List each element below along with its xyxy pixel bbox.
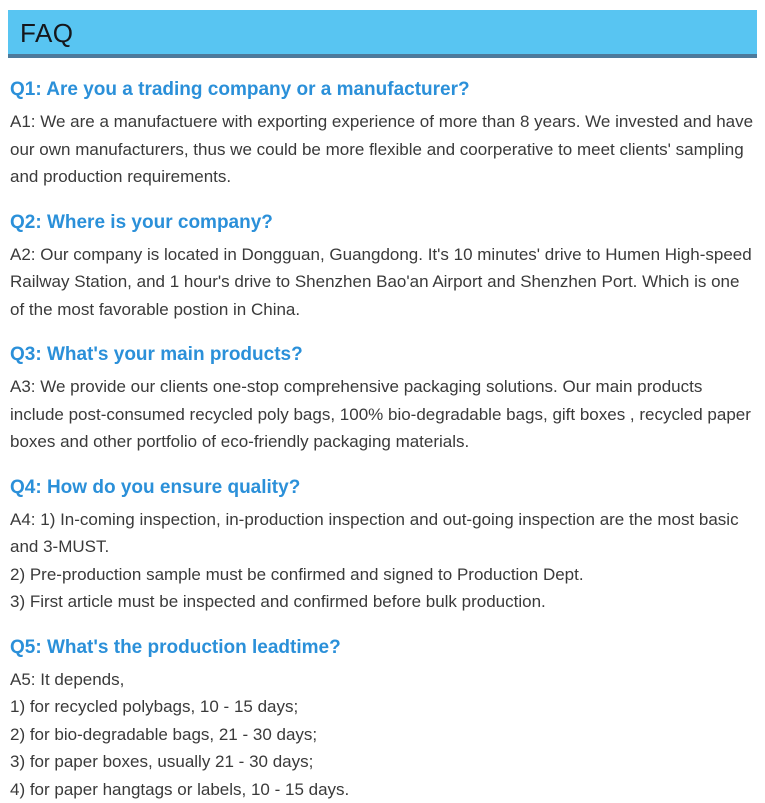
faq-answer [10, 666, 755, 803]
answer-line: 4) for paper hangtags or labels, 10 - 15 days. [10, 776, 755, 803]
faq-item-q4 [10, 477, 755, 616]
faq-question: Q3: What's your main products? [10, 344, 755, 366]
answer-line: 1) for recycled polybags, 10 - 15 days; [10, 693, 755, 721]
faq-question: Q1: Are you a trading company or a manufacturer? [10, 79, 755, 101]
faq-question: Q2: Where is your company? [10, 212, 755, 234]
page-title: FAQ [20, 17, 743, 49]
answer-line: A4: 1) In-coming inspection, in-production inspection and out-going inspection are the most basic and 3-MUST. [10, 506, 755, 561]
answer-line: A3: We provide our clients one-stop comprehensive packaging solutions. Our main products include post-consumed recycled poly bags, 100% bio-degradable bags, gift boxes , recycled paper boxes and other portfolio of eco-friendly packaging materials. [10, 373, 755, 456]
faq-section-header [8, 10, 757, 58]
answer-line: 2) Pre-production sample must be confirmed and signed to Production Dept. [10, 561, 755, 589]
faq-answer [10, 506, 755, 616]
answer-line: 3) First article must be inspected and confirmed before bulk production. [10, 588, 755, 616]
faq-question: Q5: What's the production leadtime? [10, 637, 755, 659]
faq-answer [10, 108, 755, 191]
answer-line: A1: We are a manufactuere with exporting experience of more than 8 years. We invested and have our own manufacturers, thus we could be more flexible and coorperative to meet clients' sampling and production requirements. [10, 108, 755, 191]
answer-line: 2) for bio-degradable bags, 21 - 30 days; [10, 721, 755, 749]
faq-item-q5 [10, 637, 755, 803]
faq-answer [10, 373, 755, 456]
faq-answer [10, 241, 755, 324]
answer-line: 3) for paper boxes, usually 21 - 30 days; [10, 748, 755, 776]
answer-line: A5: It depends, [10, 666, 755, 694]
faq-question: Q4: How do you ensure quality? [10, 477, 755, 499]
faq-item-q1 [10, 79, 755, 191]
faq-item-q3 [10, 344, 755, 456]
answer-line: A2: Our company is located in Dongguan, Guangdong. It's 10 minutes' drive to Humen High-speed Railway Station, and 1 hour's drive to Shenzhen Bao'an Airport and Shenzhen Port. Which is one of the most favorable postion in China. [10, 241, 755, 324]
faq-list [8, 79, 757, 803]
faq-item-q2 [10, 212, 755, 324]
